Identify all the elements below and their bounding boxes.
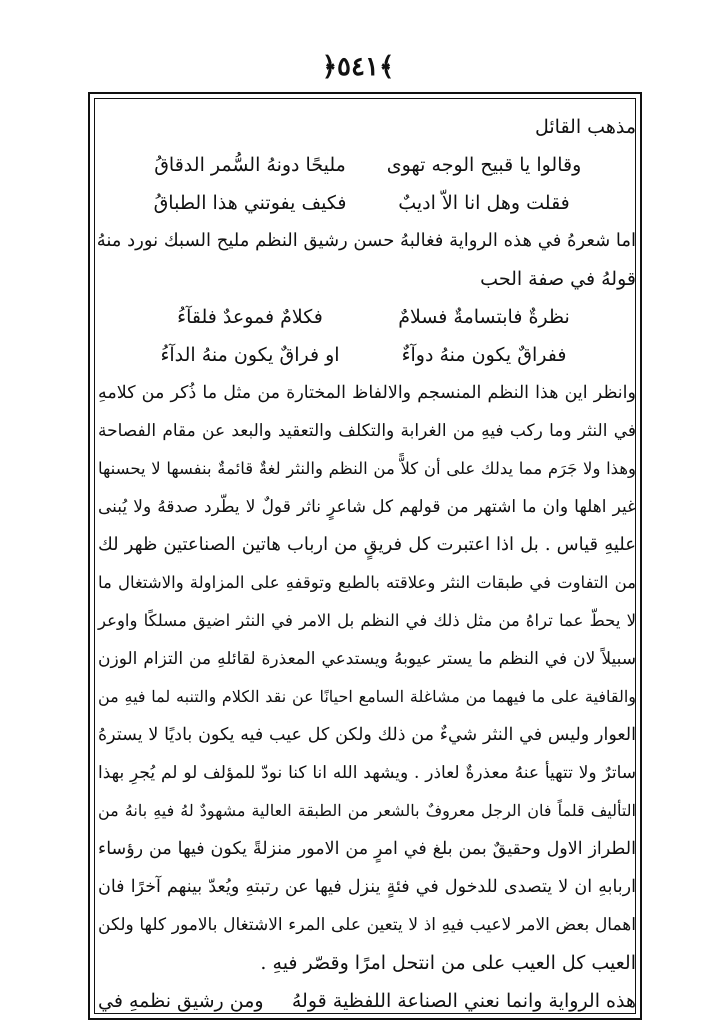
text-line: العوار وليس في النثر شيءٌ من ذلك ولكن كل عيب فيه يكون باديًا لا يسترهُ (98, 725, 636, 745)
text-line: اهمال بعض الامر لاعيب فيهِ اذ لا يتعين على المرء الاشتغال بالامور كلها ولكن (98, 915, 636, 935)
verse-line (98, 146, 636, 184)
text-line: غير اهلها وان ما اشتهر من قولهم كل شاعرٍ ناثر قولٌ لا يطّرد صدقهُ ولا يُبنى (98, 497, 636, 517)
text-line: عليهِ قياس . بل اذا اعتبرت كل فريقٍ من ارباب هاتين الصناعتين ظهر لك (98, 534, 636, 555)
text-line: الطراز الاول وحقيقٌ بمن بلغ في امرٍ من الامور منزلةً يكون فيها من رؤساء (98, 839, 636, 859)
text-line: في النثر وما ركب فيهِ من الغرابة والتكلف والتعقيد والبعد عن مقام الفصاحة (98, 421, 636, 441)
text-line: ساترٌ ولا تتهيأ عنهُ معذرةٌ لعاذر . ويشهد الله انا كنا نودّ للمؤلف لو لم يُجرِ بهذا (98, 763, 636, 783)
text-line: اربابهِ ان لا يتصدى للدخول في فئةٍ ينزل فيها عن رتبتهِ ويُعدّ بينهم آخرًا فان (98, 877, 636, 897)
text-line: قولهُ في صفة الحب (480, 268, 636, 290)
verse-line (98, 298, 636, 336)
text-line: التأليف قلماً فان الرجل معروفٌ بالشعر من الطبقة العالية مشهودٌ لهُ فيهِ بانهُ من (98, 801, 636, 820)
text-line: وهذا ولا جَرَم مما يدلك على أن كلاًّ من النظم والنثر لغةٌ قائمةٌ بنفسها لا يحسنها (98, 459, 636, 478)
verse-second-hemistich: فكيف يفوتني هذا الطباقُ (153, 192, 347, 214)
text-line: اما شعرهُ في هذه الرواية فغالبهُ حسن رشيق النظم مليح السبك نورد منهُ (96, 230, 636, 251)
page-text (98, 108, 636, 1020)
text-line: لا يحطّ عما تراهُ من مثل ذلك في النظم بل الامر في النثر اضيق مسلكًا واوعر (98, 611, 636, 630)
text-line: والقافية على ما فيهما من مشاغلة السامع احيانًا عن نقد الكلام والتنبه لما فيهِ من (98, 687, 636, 706)
verse-second-hemistich: فكلامٌ فموعدٌ فلقآءُ (177, 306, 323, 328)
verse-second-hemistich: او فراقٌ يكون منهُ الدآءُ (160, 344, 340, 366)
verse-first-hemistich: فقلت وهل انا الاّ اديبٌ (398, 192, 570, 214)
page-number: ﴿٥٤١﴾ (321, 52, 395, 82)
text-line: وانظر اين هذا النظم المنسجم والالفاظ المختارة من مثل ما ذُكر من كلامهِ (98, 383, 636, 403)
text-line-segment: العيب كل العيب على من انتحل امرًا وقصّر فيهِ . (260, 952, 636, 974)
verse-first-hemistich: نظرةٌ فابتسامةٌ فسلامٌ (398, 306, 570, 328)
text-line: سبيلاً لان في النظم ما يستر عيوبهُ ويستدعي المعذرة لقائلهِ من التزام الوزن (98, 649, 636, 669)
text-line: هذه الرواية وانما نعني الصناعة اللفظية قولهُ (291, 990, 636, 1012)
text-line: مذهب القائل (534, 116, 636, 138)
verse-second-hemistich: مليحًا دونهُ السُّمر الدقاقُ (154, 154, 346, 176)
verse-line (98, 336, 636, 374)
verse-first-hemistich: وقالوا يا قبيح الوجه تهوى (386, 154, 582, 176)
verse-first-hemistich: ففراقٌ يكون منهُ دوآءٌ (401, 344, 567, 366)
verse-line (98, 184, 636, 222)
text-line-segment: ومن رشيق نظمهِ في (98, 990, 264, 1012)
text-line: من التفاوت في طبقات النثر وعلاقته بالطبع وتوقفهِ على المزاولة والاشتغال ما (98, 573, 636, 592)
